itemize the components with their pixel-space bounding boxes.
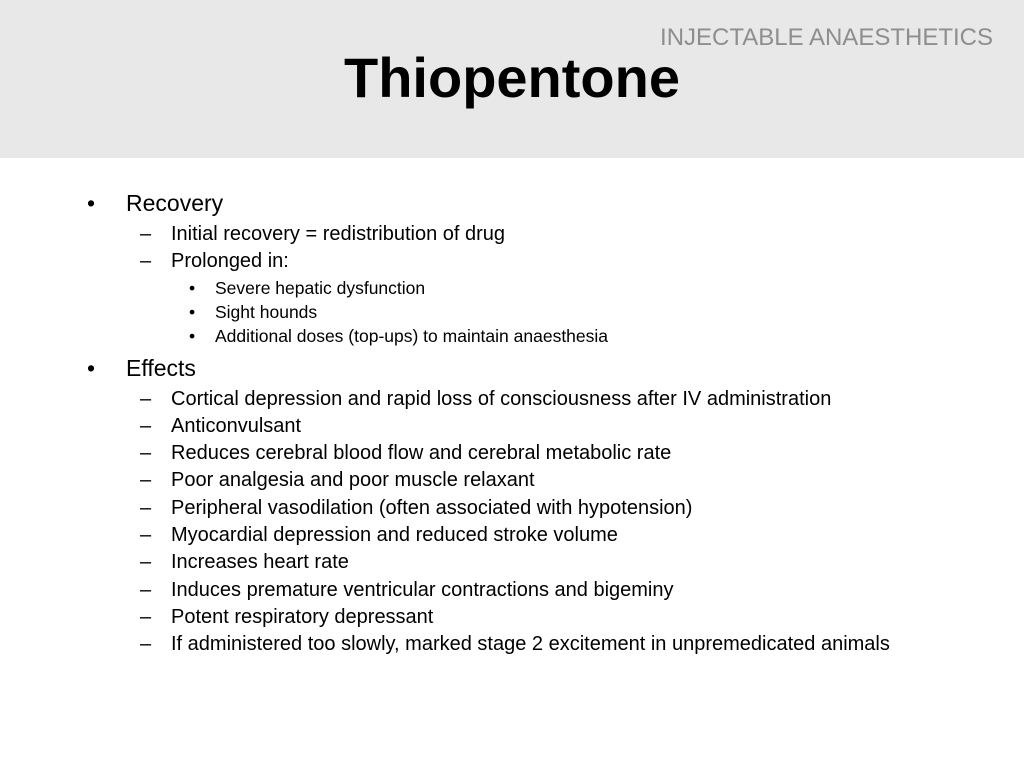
dash-marker: – [140,387,152,410]
sub-item [0,495,1024,522]
bullet-marker: • [189,277,196,298]
sub-item [0,604,1024,631]
bullet-marker: • [189,325,196,346]
sub-item [0,631,1024,689]
dash-marker: – [140,578,152,601]
dash-marker: – [140,524,152,547]
sub-item-text: Anticonvulsant [171,414,302,437]
sub-item [0,440,1024,467]
sub-item [0,248,1024,275]
sub-item-text: If administered too slowly, marked stage 2 excitement in unpremedicated animals [171,633,890,656]
sub-sub-item [0,324,1024,348]
sub-item-text: Poor analgesia and poor muscle relaxant [171,469,535,492]
sub-item-text: Initial recovery = redistribution of drug [171,223,506,245]
sub-item [0,386,1024,413]
dash-marker: – [140,250,152,273]
sub-item-text: Cortical depression and rapid loss of consciousness after IV administration [171,387,832,410]
sub-item-text: Increases heart rate [171,551,349,574]
sub-sub-item-text: Sight hounds [215,301,318,322]
bullet-label: Effects [126,354,196,381]
dash-marker: – [140,551,152,574]
sub-item-text: Myocardial depression and reduced stroke volume [171,524,618,547]
sub-item-text: Reduces cerebral blood flow and cerebral metabolic rate [171,442,672,465]
sub-item-text: Potent respiratory depressant [171,605,434,628]
slide-body [0,186,1024,689]
dash-marker: – [140,469,152,492]
sub-item [0,221,1024,248]
dash-marker: – [140,633,152,656]
sub-item-text: Prolonged in: [171,250,289,273]
bullet-recovery [0,186,1024,221]
section-label: INJECTABLE ANAESTHETICS [660,24,993,51]
dash-marker: – [140,496,152,519]
sub-item [0,577,1024,604]
bullet-marker: • [189,301,196,322]
bullet-marker: • [87,354,96,381]
dash-marker: – [140,442,152,465]
dash-marker: – [140,223,152,245]
bullet-label: Recovery [126,190,224,216]
sub-sub-item [0,276,1024,300]
dash-marker: – [140,414,152,437]
sub-sub-item-text: Additional doses (top-ups) to maintain anaesthesia [215,325,609,346]
sub-item [0,467,1024,494]
slide-title: Thiopentone [344,46,680,109]
bullet-marker: • [87,190,96,216]
sub-item [0,522,1024,549]
dash-marker: – [140,605,152,628]
sub-item [0,413,1024,440]
bullet-effects [0,351,1024,386]
sub-item-text: Peripheral vasodilation (often associated with hypotension) [171,496,693,519]
sub-sub-item-text: Severe hepatic dysfunction [215,277,426,298]
title-band [0,0,1024,158]
sub-item [0,549,1024,576]
sub-item-text: Induces premature ventricular contractions and bigeminy [171,578,674,601]
sub-sub-item [0,300,1024,324]
